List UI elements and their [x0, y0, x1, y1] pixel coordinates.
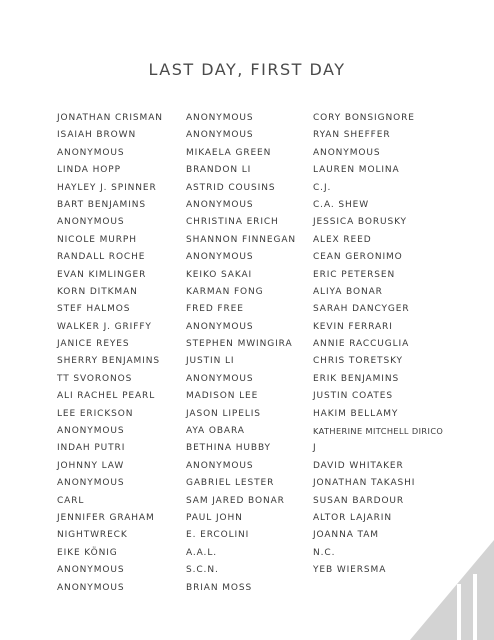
- name-entry: C.A. SHEW: [313, 199, 370, 210]
- name-entry: JOANNA TAM: [313, 530, 379, 541]
- name-entry: LINDA HOPP: [57, 165, 121, 176]
- name-entry: E. ERCOLINI: [186, 530, 250, 541]
- name-entry: WALKER J. GRIFFY: [57, 321, 152, 332]
- name-entry: ALEX REED: [313, 234, 372, 245]
- name-entry: RYAN SHEFFER: [313, 130, 391, 141]
- name-entry: CEAN GERONIMO: [313, 252, 403, 263]
- name-entry: JANICE REYES: [57, 339, 130, 350]
- name-entry: ERIK BENJAMINS: [313, 373, 400, 384]
- name-entry: JONATHAN TAKASHI: [313, 478, 416, 489]
- badge-mark-icon: [454, 584, 464, 640]
- name-entry: ANONYMOUS: [186, 199, 254, 210]
- name-entry: HAYLEY J. SPINNER: [57, 182, 157, 193]
- name-entry: S.C.N.: [186, 565, 219, 576]
- name-entry: CORY BONSIGNORE: [313, 113, 415, 123]
- name-entry: ANONYMOUS: [57, 565, 125, 576]
- name-entry: ERIC PETERSEN: [313, 269, 396, 280]
- name-entry: GABRIEL LESTER: [186, 478, 275, 489]
- name-entry: KATHERINE MITCHELL DIRICO: [313, 426, 444, 437]
- name-entry: SHERRY BENJAMINS: [57, 356, 160, 367]
- name-entry: HAKIM BELLAMY: [313, 408, 399, 419]
- name-entry: N.C.: [313, 547, 336, 558]
- name-entry: JENNIFER GRAHAM: [57, 512, 155, 523]
- name-entry: BART BENJAMINS: [57, 199, 146, 210]
- name-entry: MIKAELA GREEN: [186, 147, 272, 158]
- name-entry: BETHINA HUBBY: [186, 443, 271, 454]
- name-entry: ALTOR LAJARIN: [313, 512, 392, 523]
- names-column-2: [186, 110, 296, 597]
- name-entry: CHRISTINA ERICH: [186, 217, 279, 228]
- name-entry: ANONYMOUS: [186, 460, 254, 471]
- name-entry: EVAN KIMLINGER: [57, 269, 147, 280]
- name-entry: CHRIS TORETSKY: [313, 356, 403, 367]
- name-entry: ANONYMOUS: [313, 147, 381, 158]
- name-entry: KARMAN FONG: [186, 286, 264, 297]
- name-entry: ANONYMOUS: [57, 217, 125, 228]
- name-entry: RANDALL ROCHE: [57, 252, 146, 263]
- name-entry: BRANDON LI: [186, 165, 252, 176]
- name-entry: STEF HALMOS: [57, 304, 131, 315]
- name-entry: ISAIAH BROWN: [57, 130, 137, 141]
- name-entry: CARL: [57, 495, 85, 506]
- name-entry: KEIKO SAKAI: [186, 269, 253, 280]
- name-entry: ANONYMOUS: [186, 373, 254, 384]
- name-entry: JOHNNY LAW: [57, 460, 125, 471]
- name-entry: ANONYMOUS: [186, 252, 254, 263]
- page-title: LAST DAY, FIRST DAY: [148, 60, 346, 79]
- name-entry: ANONYMOUS: [57, 147, 125, 158]
- name-entry: KEVIN FERRARI: [313, 321, 393, 332]
- name-entry: EIKE KÖNIG: [57, 547, 118, 558]
- name-entry: ANONYMOUS: [186, 130, 254, 141]
- name-entry: NIGHTWRECK: [57, 530, 128, 541]
- badge-mark-icon: [470, 574, 480, 640]
- name-entry: NICOLE MURPH: [57, 234, 137, 245]
- names-column-1: [57, 110, 163, 597]
- name-entry: JASON LIPELIS: [186, 408, 261, 419]
- name-entry: ANONYMOUS: [186, 321, 254, 332]
- name-entry: STEPHEN MWINGIRA: [186, 339, 293, 350]
- name-entry: LAUREN MOLINA: [313, 165, 400, 176]
- name-entry: C.J.: [313, 182, 332, 193]
- name-entry: BRIAN MOSS: [186, 582, 253, 593]
- name-entry: ANONYMOUS: [57, 426, 125, 437]
- name-entry: PAUL JOHN: [186, 512, 243, 523]
- name-entry: AYA OBARA: [186, 426, 245, 437]
- name-entry: DAVID WHITAKER: [313, 460, 404, 471]
- name-entry: A.A.L.: [186, 547, 217, 558]
- name-entry: ASTRID COUSINS: [186, 182, 276, 193]
- name-entry: ANONYMOUS: [186, 113, 254, 123]
- name-entry: LEE ERICKSON: [57, 408, 134, 419]
- name-entry: ALIYA BONAR: [313, 286, 383, 297]
- name-entry: JUSTIN COATES: [313, 391, 393, 402]
- name-entry: JONATHAN CRISMAN: [57, 113, 163, 123]
- name-entry: FRED FREE: [186, 304, 244, 315]
- name-entry: SAM JARED BONAR: [186, 495, 285, 506]
- name-entry: JESSICA BORUSKY: [313, 217, 407, 228]
- name-entry: YEB WIERSMA: [313, 565, 387, 576]
- name-entry: ANNIE RACCUGLIA: [313, 339, 410, 350]
- name-entry: ANONYMOUS: [57, 582, 125, 593]
- name-entry: JUSTIN LI: [186, 356, 235, 367]
- name-entry: ALI RACHEL PEARL: [57, 391, 156, 402]
- name-entry: SUSAN BARDOUR: [313, 495, 405, 506]
- names-column-3: [313, 110, 443, 580]
- name-entry: SHANNON FINNEGAN: [186, 234, 297, 245]
- name-entry: KORN DITKMAN: [57, 286, 138, 297]
- name-entry: SARAH DANCYGER: [313, 304, 410, 315]
- name-entry: TT SVORONOS: [57, 373, 133, 384]
- name-entry: ANONYMOUS: [57, 478, 125, 489]
- name-entry: INDAH PUTRI: [57, 443, 126, 454]
- name-entry: MADISON LEE: [186, 391, 259, 402]
- name-entry: J: [313, 443, 317, 454]
